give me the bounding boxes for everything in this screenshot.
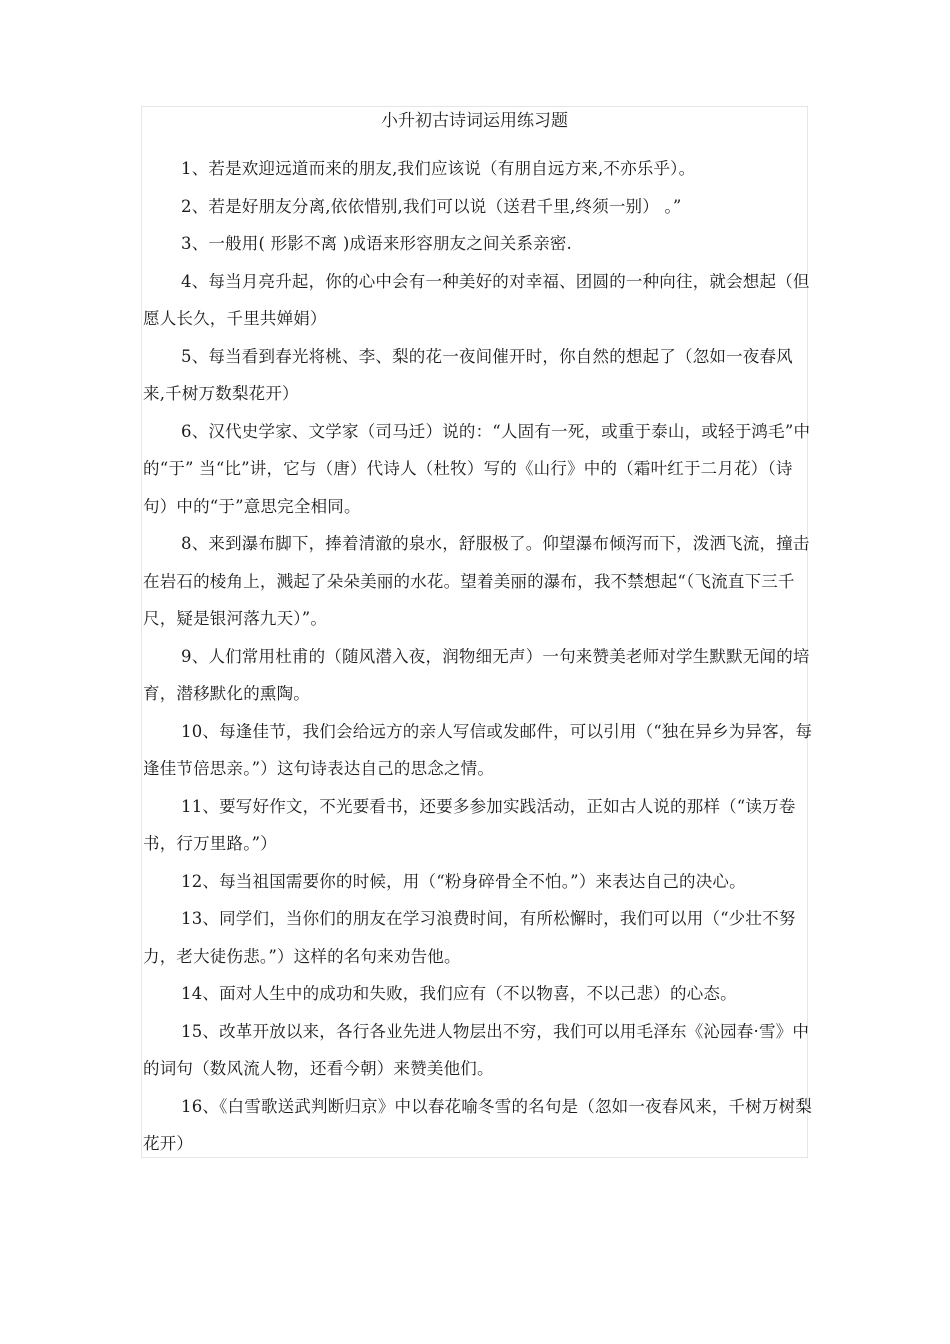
question-item-10: 10、每逢佳节，我们会给远方的亲人写信或发邮件，可以引用（“独在异乡为异客，每逢佳节倍思亲。”）这句诗表达自己的思念之情。: [143, 721, 813, 778]
question-item-9: 9、人们常用杜甫的（随风潜入夜，润物细无声）一句来赞美老师对学生默默无闻的培育，潜移默化的熏陶。: [143, 646, 810, 703]
question-item-5: 5、每当看到春光将桃、李、梨的花一夜间催开时，你自然的想起了（忽如一夜春风来,千树万数梨花开）: [143, 346, 793, 403]
question-item-11: 11、要写好作文，不光要看书，还要多参加实践活动，正如古人说的那样（“读万卷书，行万里路。”）: [143, 796, 796, 853]
question-item-8: 8、来到瀑布脚下，捧着清澈的泉水，舒服极了。仰望瀑布倾泻而下，泼洒飞流，撞击在岩石的棱角上，溅起了朵朵美丽的水花。望着美丽的瀑布，我不禁想起“（飞流直下三千尺，疑是银河落九天）”。: [143, 534, 810, 628]
question-item-13: 13、同学们，当你们的朋友在学习浪费时间，有所松懈时，我们可以用（“少壮不努力，老大徒伤悲。”）这样的名句来劝告他。: [143, 909, 796, 966]
question-item-14: 14、面对人生中的成功和失败，我们应有（不以物喜，不以己悲）的心态。: [181, 984, 737, 1003]
question-item-3: 3、一般用( 形影不离 )成语来形容朋友之间关系亲密.: [181, 234, 573, 253]
question-item-4: 4、每当月亮升起，你的心中会有一种美好的对幸福、团圆的一种向往，就会想起（但愿人长久，千里共婵娟）: [143, 271, 810, 328]
document-title: 小升初古诗词运用练习题: [381, 111, 568, 131]
question-list: [143, 150, 815, 1163]
question-item-2: 2、若是好朋友分离,依依惜别,我们可以说（送君千里,终须一别） 。”: [181, 196, 682, 216]
question-item-12: 12、每当祖国需要你的时候，用（“粉身碎骨全不怕。”）来表达自己的决心。: [181, 871, 746, 891]
question-item-6: 6、汉代史学家、文学家（司马迁）说的：“人固有一死，或重于泰山，或轻于鸿毛”中的“于” 当“比”讲，它与（唐）代诗人（杜牧）写的《山行》中的（霜叶红于二月花）（诗句）中的“于”意思完全相同。: [143, 421, 811, 516]
question-item-16: 16、《白雪歌送武判断归京》中以春花喻冬雪的名句是（忽如一夜春风来，千树万树梨花开）: [143, 1096, 813, 1153]
question-item-1: 1、若是欢迎远道而来的朋友,我们应该说（有朋自远方来,不亦乐乎）。: [181, 159, 696, 178]
question-item-15: 15、改革开放以来，各行各业先进人物层出不穷，我们可以用毛泽东《沁园春·雪》中的词句（数风流人物，还看今朝）来赞美他们。: [143, 1021, 810, 1078]
